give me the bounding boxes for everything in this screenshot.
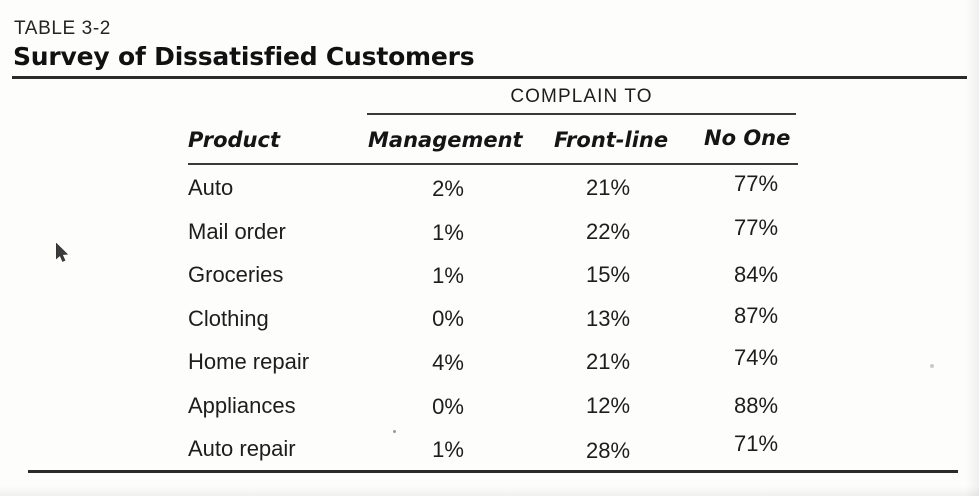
mouse-cursor-icon: [56, 243, 70, 263]
cell-management: 4%: [432, 350, 464, 375]
table-row: [188, 171, 800, 219]
table-row: [188, 262, 800, 306]
column-header-no-one: No One: [704, 126, 791, 150]
cell-product: Auto repair: [188, 436, 296, 461]
scan-edge-shadow: [965, 0, 979, 496]
cell-front-line: 12%: [585, 392, 631, 418]
cell-no-one: 87%: [733, 302, 779, 328]
column-group-header: COMPLAIN TO: [510, 86, 653, 107]
table-row: [188, 214, 800, 263]
cell-management: 2%: [432, 176, 464, 201]
cell-product: Appliances: [188, 392, 296, 418]
table-row: [188, 302, 800, 350]
cell-no-one: 77%: [733, 171, 779, 196]
cell-front-line: 22%: [585, 218, 631, 244]
cell-management: 0%: [432, 305, 464, 331]
cell-no-one: 88%: [733, 392, 779, 418]
cell-product: Home repair: [188, 349, 310, 374]
cell-front-line: 21%: [585, 349, 631, 374]
cell-product: Mail order: [188, 218, 286, 244]
table-label: TABLE 3-2: [14, 18, 111, 39]
scan-bottom-shadow: [0, 486, 979, 496]
scan-speck: [930, 364, 934, 368]
table-row: [188, 345, 800, 393]
cell-management: 0%: [432, 393, 464, 419]
cell-product: Groceries: [188, 262, 284, 287]
cell-no-one: 71%: [733, 431, 779, 456]
column-header-management: Management: [368, 128, 523, 152]
cell-product: Clothing: [188, 305, 269, 331]
column-header-row: [188, 128, 800, 158]
cell-front-line: 15%: [585, 262, 631, 287]
table-bottom-rule: [28, 470, 958, 473]
cell-no-one: 84%: [733, 262, 779, 287]
column-group-rule: [367, 113, 796, 115]
table-row: [188, 393, 800, 437]
header-underline-rule: [188, 163, 798, 165]
page-title: Survey of Dissatisfied Customers: [13, 42, 475, 71]
column-header-front-line: Front-line: [554, 128, 669, 152]
cell-management: 1%: [432, 219, 464, 245]
cell-front-line: 13%: [585, 305, 631, 331]
cell-management: 1%: [432, 263, 464, 288]
cell-front-line: 21%: [585, 175, 631, 200]
cell-no-one: 77%: [733, 214, 779, 240]
scan-speck: [393, 430, 396, 433]
column-header-product: Product: [188, 128, 280, 152]
cell-no-one: 74%: [733, 345, 779, 370]
cell-product: Auto: [188, 175, 234, 200]
cell-front-line: 28%: [585, 438, 631, 463]
table-top-rule: [12, 76, 967, 79]
table-body: [188, 171, 800, 480]
cell-management: 1%: [432, 437, 464, 462]
